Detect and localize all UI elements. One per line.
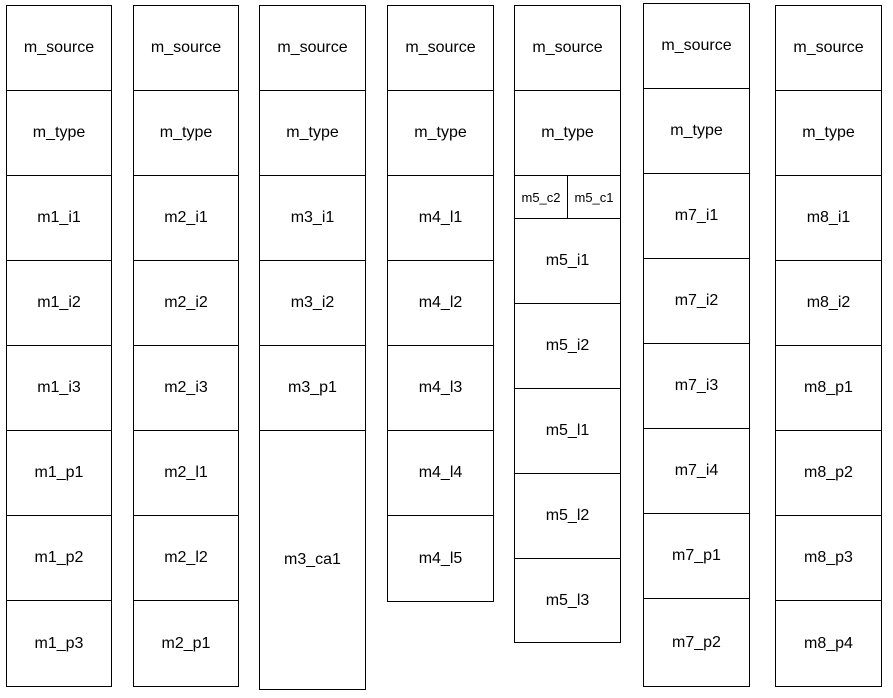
column-m4 [387, 5, 494, 602]
cell-m-source: m_source [644, 4, 749, 89]
cell-m-type: m_type [260, 91, 365, 176]
column-m3 [259, 5, 366, 690]
cell-m-source: m_source [388, 6, 493, 91]
cell: m4_l5 [418, 549, 463, 567]
cell: m8_p3 [776, 516, 881, 601]
cell: m8_i2 [776, 261, 881, 346]
cell: m7_p2 [672, 633, 721, 651]
cell: m7_p1 [644, 514, 749, 599]
column-m5 [514, 5, 621, 643]
cell: m1_i2 [7, 261, 111, 346]
cell: m7_i2 [644, 259, 749, 344]
cell: m5_l1 [515, 389, 620, 474]
cell-m-source: m_source [7, 6, 111, 91]
cell: m7_i3 [644, 344, 749, 429]
cell: m3_p1 [260, 346, 365, 431]
cell-m-type: m_type [388, 91, 493, 176]
cell: m3_i1 [260, 176, 365, 261]
cell: m5_l2 [515, 474, 620, 559]
cell: m1_p3 [34, 634, 84, 652]
cell: m4_l2 [388, 261, 493, 346]
cell: m4_l3 [388, 346, 493, 431]
cell: m2_p1 [161, 634, 211, 652]
cell-m-type: m_type [134, 91, 238, 176]
cell: m2_l1 [134, 431, 238, 516]
cell-m-source: m_source [776, 6, 881, 91]
cell: m1_i3 [7, 346, 111, 431]
cell: m8_p1 [776, 346, 881, 431]
cell: m8_i1 [776, 176, 881, 261]
cell: m2_l2 [134, 516, 238, 601]
subcell: m5_c2 [515, 176, 568, 218]
split-row [515, 176, 620, 219]
cell: m5_l3 [545, 591, 590, 609]
column-m8 [775, 5, 882, 687]
cell: m2_i3 [134, 346, 238, 431]
subcell: m5_c1 [574, 189, 614, 205]
cell: m2_i2 [134, 261, 238, 346]
cell: m1_p2 [7, 516, 111, 601]
cell: m8_p4 [804, 634, 853, 652]
cell-m-type: m_type [7, 91, 111, 176]
cell-m-source: m_source [260, 6, 365, 91]
cell-m-source: m_source [134, 6, 238, 91]
cell: m4_l1 [388, 176, 493, 261]
cell: m3_ca1 [284, 551, 341, 568]
column-m2 [133, 5, 239, 687]
cell-m-type: m_type [776, 91, 881, 176]
cell: m5_i1 [515, 219, 620, 304]
cell-m-source: m_source [515, 6, 620, 91]
cell: m2_i1 [134, 176, 238, 261]
cell: m8_p2 [776, 431, 881, 516]
cell-m-type: m_type [644, 89, 749, 174]
column-m7 [643, 3, 750, 687]
cell: m1_p1 [7, 431, 111, 516]
cell: m3_i2 [260, 261, 365, 346]
cell: m1_i1 [7, 176, 111, 261]
cell: m7_i4 [644, 429, 749, 514]
column-m1 [6, 5, 112, 687]
cell: m7_i1 [644, 174, 749, 259]
cell: m4_l4 [388, 431, 493, 516]
cell-m-type: m_type [515, 91, 620, 176]
cell: m5_i2 [515, 304, 620, 389]
